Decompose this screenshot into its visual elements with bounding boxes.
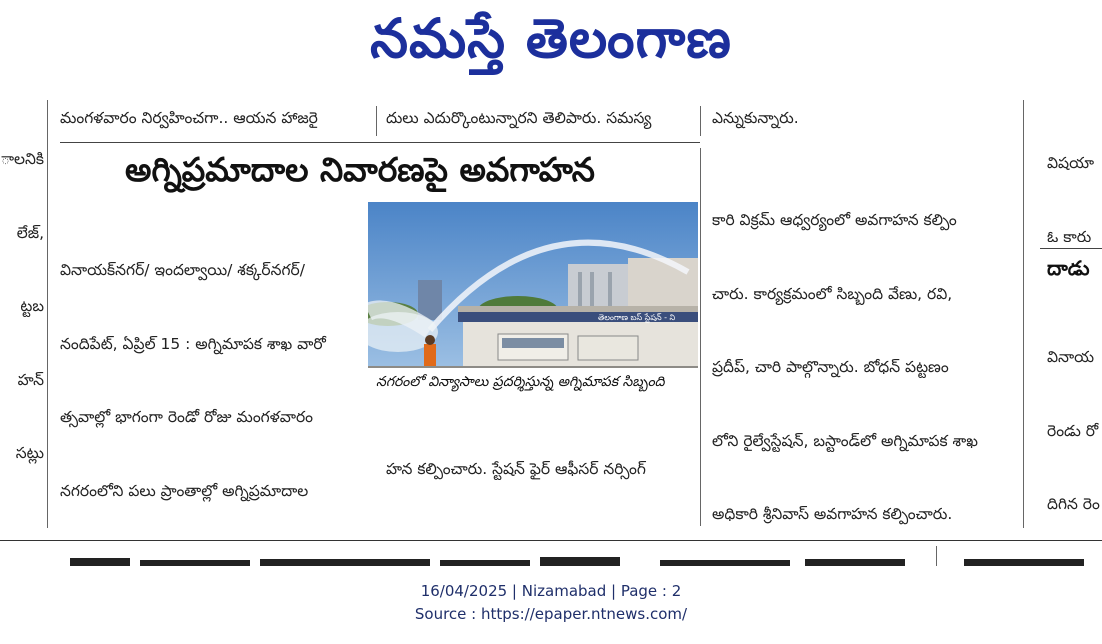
article-line: త్సవాల్లో భాగంగా రెండో రోజు మంగళవారం xyxy=(60,408,313,426)
top-row-col2: దులు ఎదుర్కొంటున్నారని తెలిపారు. సమస్య xyxy=(386,109,652,127)
column-rule xyxy=(700,106,701,136)
cropped-headline-shapes xyxy=(60,548,930,566)
photo-caption: నగరంలో విన్యాసాలు ప్రదర్శిస్తున్న అగ్నిమాపక సిబ్బంది xyxy=(368,368,698,396)
fragment-line: వినాయ xyxy=(1047,348,1095,366)
section-rule xyxy=(60,142,700,143)
cropped-headline-strip-right xyxy=(960,548,1102,566)
fragment-line: సట్లు xyxy=(15,444,44,462)
fire-drill-photo xyxy=(368,202,698,396)
column-rule xyxy=(1023,100,1024,528)
article-line: నగరంలోని పలు ప్రాంతాల్లో అగ్నిప్రమాదాల xyxy=(60,481,309,500)
column-rule xyxy=(936,546,937,566)
newspaper-title: నమస్తే తెలంగాణ xyxy=(370,7,732,70)
masthead xyxy=(0,0,1102,80)
page-bottom-rule xyxy=(0,540,1102,541)
column-rule xyxy=(47,100,48,528)
column-rule xyxy=(700,148,701,526)
article-line: లోని రైల్వేస్టేషన్, బస్టాండ్‌లో అగ్నిమాపక శాఖ xyxy=(712,431,978,450)
article-line: కారి విక్రమ్ ఆధ్వర్యంలో అవగాహన కల్పిం xyxy=(712,211,957,229)
footer-date-page: 16/04/2025 | Nizamabad | Page : 2 xyxy=(420,582,682,600)
cropped-headline-shapes xyxy=(960,548,1102,566)
article-column-1 xyxy=(60,209,365,529)
article-line: చారు. కార్యక్రమంలో సిబ్బంది వేణు, రవి, xyxy=(712,284,953,303)
article-headline: అగ్నిప్రమాదాల నివారణపై అవగాహన xyxy=(125,150,595,189)
column-rule xyxy=(376,106,377,136)
left-fragment-column xyxy=(0,98,44,498)
article-column-2 xyxy=(386,408,696,528)
top-row-col3: ఎన్నుకున్నారు. xyxy=(712,109,799,127)
fragment-line: ట్టబ xyxy=(20,297,44,315)
right-subhead: దాడు xyxy=(1047,256,1090,280)
fragment-line: రెండు రో xyxy=(1047,421,1099,440)
fragment-line: దిగిన రెం xyxy=(1047,495,1100,513)
footer-source: Source : https://epaper.ntnews.com/ xyxy=(414,605,688,623)
article-column-3 xyxy=(712,159,1018,529)
fragment-line: లేజ్, xyxy=(16,223,44,242)
article-line: హన కల్పించారు. స్టేషన్ ఫైర్ ఆఫీసర్ నర్సింగ్ xyxy=(386,460,646,478)
section-rule xyxy=(1040,248,1102,249)
cropped-headline-strip xyxy=(60,548,930,566)
article-photo xyxy=(368,202,698,396)
article-line: ప్రదీప్, చారి పాల్గొన్నారు. బోధన్ పట్టణం xyxy=(712,358,949,376)
fragment-line: హన్ xyxy=(17,370,44,389)
fragment-line: విషయా xyxy=(1047,154,1094,172)
fragment-line: ాలనికి xyxy=(1,150,44,168)
right-fragment-bottom xyxy=(1047,296,1102,516)
top-row-col1: మంగళవారం నిర్వహించగా.. ఆయన హాజరై xyxy=(60,109,318,127)
right-fragment-top xyxy=(1047,102,1102,242)
article-line: నందిపేట్, ఏప్రిల్ 15 : అగ్నిమాపక శాఖ వారో xyxy=(60,334,326,353)
article-line: వినాయక్‌నగర్/ ఇందల్వాయి/ శక్కర్‌నగర్/ xyxy=(60,261,305,279)
article-line: అధికారి శ్రీనివాస్ అవగాహన కల్పించారు. xyxy=(712,505,953,523)
fragment-line: ఓ కారు xyxy=(1047,227,1092,242)
bus-station-sign: తెలంగాణ బస్ స్టేషన్ - ని xyxy=(598,313,676,322)
